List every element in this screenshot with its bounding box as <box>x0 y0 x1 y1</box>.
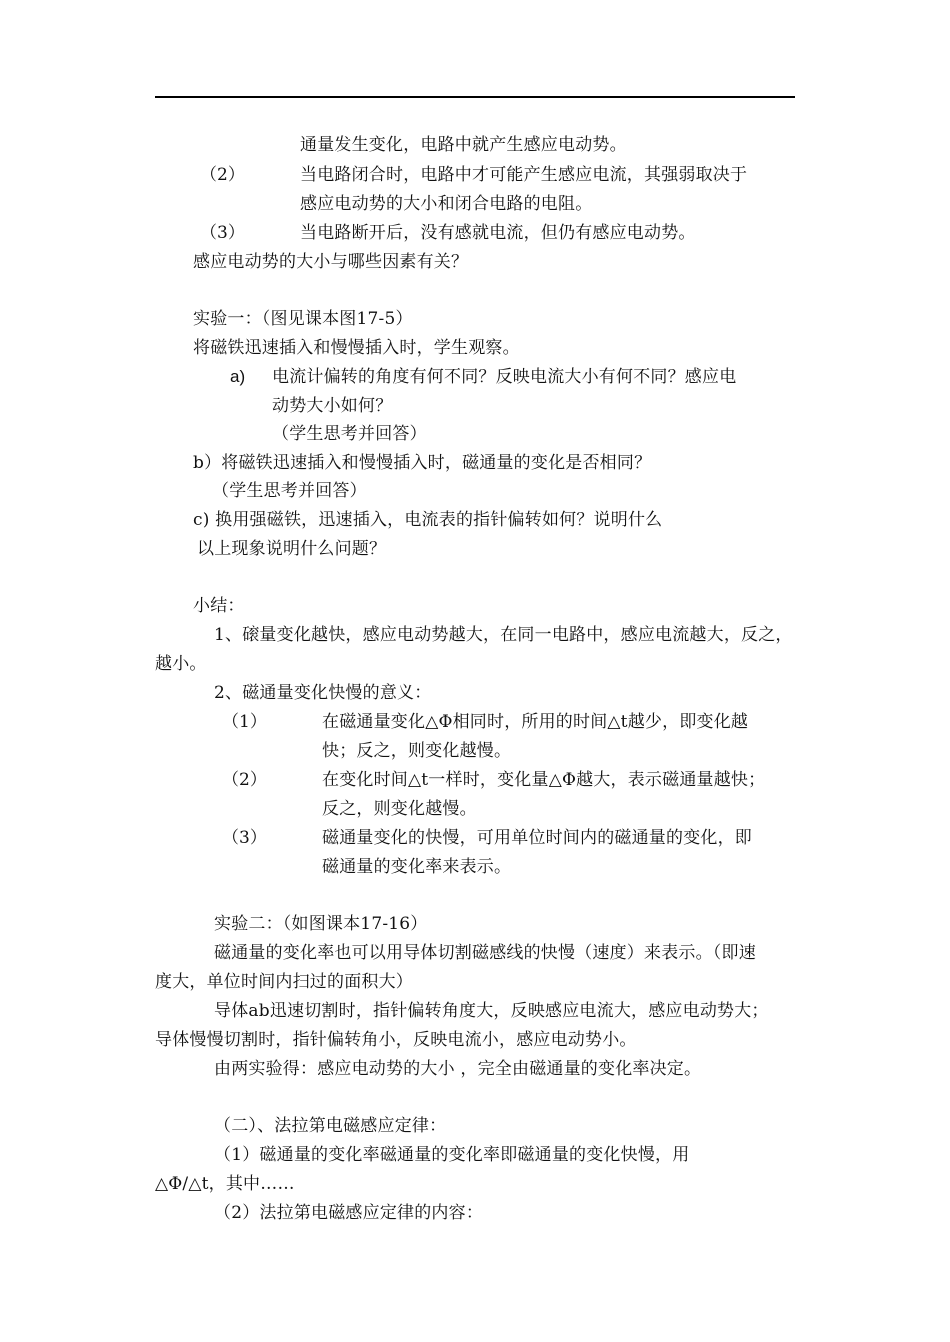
item-number: （3） <box>200 223 245 243</box>
item-number: （1） <box>222 712 267 732</box>
summary-heading: 小结： <box>193 596 245 616</box>
text-line: 在磁通量变化△Φ相同时，所用的时间△t越少，即变化越 <box>322 712 749 732</box>
text-line: c) 换用强磁铁，迅速插入，电流表的指针偏转如何？说明什么 <box>193 510 663 530</box>
item-number: （3） <box>222 828 267 848</box>
text-line: 磁通量的变化率来表示。 <box>322 857 512 877</box>
text-line: 度大，单位时间内扫过的面积大） <box>155 972 413 992</box>
text-line: 感应电动势的大小和闭合电路的电阻。 <box>300 194 593 214</box>
text-line: 导体慢慢切割时，指针偏转角小，反映电流小，感应电动势小。 <box>155 1030 637 1050</box>
experiment-two-heading: 实验二：（如图课本17-16） <box>214 914 428 934</box>
text-line: 当电路断开后，没有感就电流，但仍有感应电动势。 <box>300 223 696 243</box>
text-line: （2）法拉第电磁感应定律的内容： <box>214 1203 484 1223</box>
text-line: 动势大小如何？ <box>272 396 393 416</box>
text-line: （学生思考并回答） <box>212 481 367 501</box>
law-heading: （二）、法拉第电磁感应定律： <box>214 1116 447 1136</box>
text-line: 通量发生变化，电路中就产生感应电动势。 <box>300 135 627 155</box>
text-line: 快；反之，则变化越慢。 <box>322 741 512 761</box>
text-line: b）将磁铁迅速插入和慢慢插入时，磁通量的变化是否相同？ <box>193 453 652 473</box>
text-line: 磁通量变化的快慢，可用单位时间内的磁通量的变化，即 <box>322 828 752 848</box>
text-line: 反之，则变化越慢。 <box>322 799 477 819</box>
text-line: 越小。 <box>155 654 207 674</box>
item-label-a: a) <box>230 367 246 386</box>
text-line: 由两实验得：感应电动势的大小 ，完全由磁通量的变化率决定。 <box>214 1059 702 1079</box>
question-heading: 感应电动势的大小与哪些因素有关？ <box>193 252 469 272</box>
text-line: 1、磙量变化越快，感应电动势越大，在同一电路中，感应电流越大，反之， <box>214 625 793 645</box>
experiment-one-heading: 实验一：（图见课本图17-5） <box>193 309 413 329</box>
item-number: （2） <box>200 165 245 185</box>
text-line: 电流计偏转的角度有何不同？反映电流大小有何不同？感应电 <box>272 367 737 387</box>
text-line: （学生思考并回答） <box>272 424 427 444</box>
text-line: 2、磁通量变化快慢的意义： <box>214 683 432 703</box>
text-line: △Φ/△t，其中…… <box>155 1174 295 1194</box>
item-number: （2） <box>222 770 267 790</box>
text-line: 磁通量的变化率也可以用导体切割磁感线的快慢（速度）来表示。（即速 <box>214 943 756 963</box>
header-rule <box>155 96 795 98</box>
text-line: （1）磁通量的变化率磁通量的变化率即磁通量的变化快慢，用 <box>214 1145 690 1165</box>
text-line: 在变化时间△t一样时，变化量△Φ越大，表示磁通量越快； <box>322 770 766 790</box>
text-line: 当电路闭合时，电路中才可能产生感应电流，其强弱取决于 <box>300 165 748 185</box>
text-line: 将磁铁迅速插入和慢慢插入时，学生观察。 <box>193 338 520 358</box>
text-line: 以上现象说明什么问题？ <box>197 539 387 559</box>
text-line: 导体ab迅速切割时，指针偏转角度大，反映感应电流大，感应电动势大； <box>214 1001 769 1021</box>
